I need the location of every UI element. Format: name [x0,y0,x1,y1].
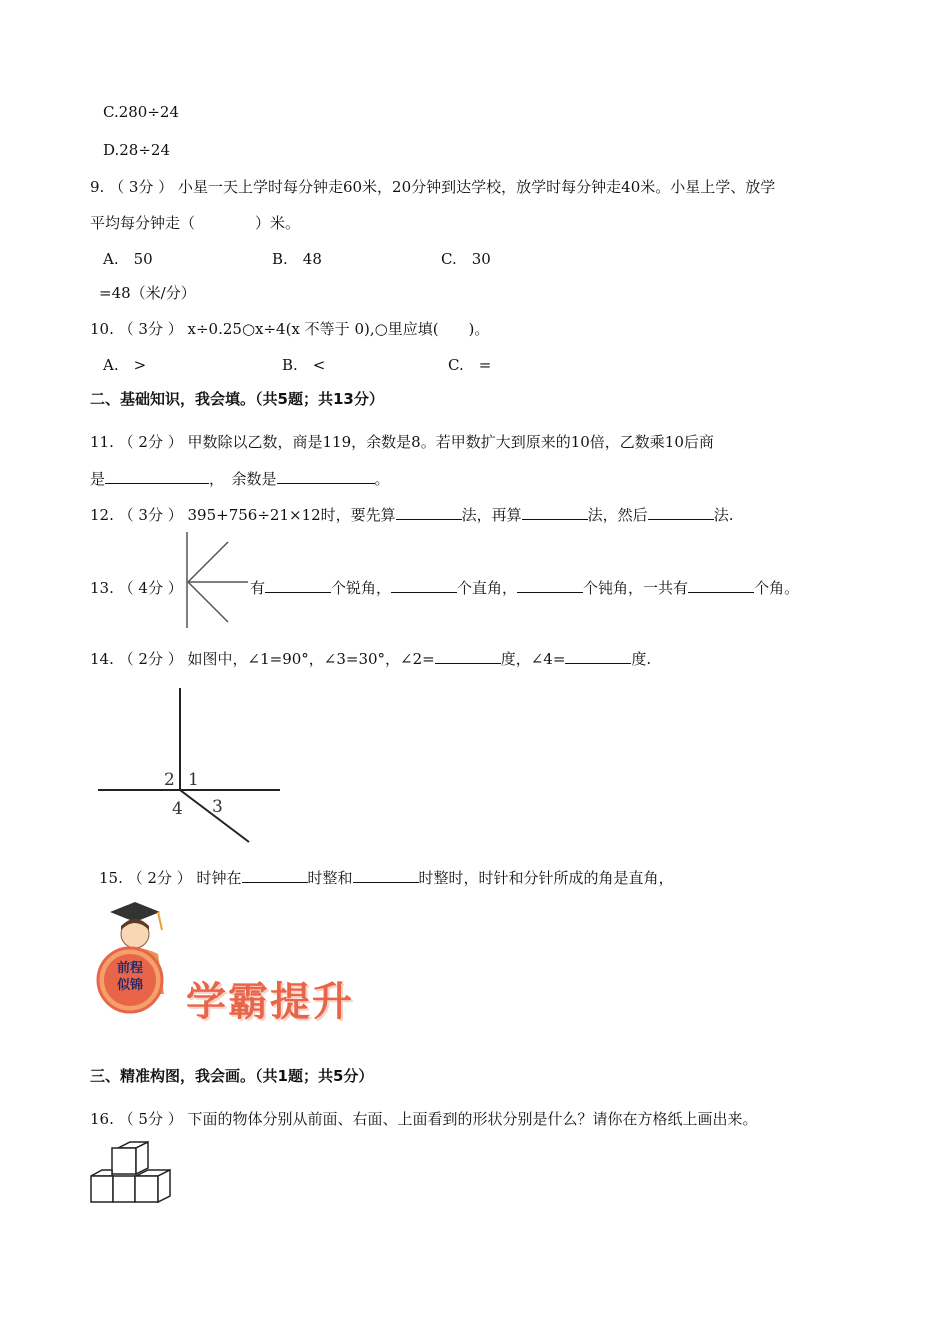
q14-angle-figure [96,688,286,848]
q11-line2 [90,468,390,489]
q14-label-angle-4: 4 [172,799,183,819]
q10-option-a: A. > [103,356,147,374]
q11-text-c: 。 [374,470,390,488]
q9-line2: 平均每分钟走（ ）米。 [90,214,301,232]
q12-text-1: 395+756÷21×12时，要先算 [187,506,396,524]
q13-text-4: 个钝角，一共有 [583,579,689,597]
section-2-title: 二、基础知识，我会填。（共5题；共13分） [90,390,384,408]
q12-line [90,504,733,525]
banner-title: 学霸提升 [186,979,354,1025]
q10-score: （ 3分 ） [118,320,183,338]
q16-line [90,1108,758,1129]
q12-blank-3[interactable] [648,505,714,520]
badge-line-2: 似锦 [116,978,143,993]
q11-number: 11. [90,433,114,451]
q13-number: 13. [90,579,114,597]
q9-number: 9. [90,178,105,196]
q13-blank-right[interactable] [391,578,457,593]
q11-text-b: ， 余数是 [209,470,277,488]
q14-text-3: 度. [631,650,652,668]
q16-score: （ 5分 ） [118,1110,183,1128]
q9-score: （ 3分 ） [109,178,174,196]
q15-blank-1[interactable] [242,868,308,883]
q12-number: 12. [90,506,114,524]
q14-blank-angle2[interactable] [435,649,501,664]
q10-option-c: C. = [448,356,492,374]
q11-blank-remainder[interactable] [277,469,375,484]
q12-score: （ 3分 ） [118,506,183,524]
q16-text: 下面的物体分别从前面、右面、上面看到的形状分别是什么？请你在方格纸上画出来。 [187,1110,758,1128]
q9-option-a: A. 50 [103,250,153,268]
q14-number: 14. [90,650,114,668]
q11-line1 [90,431,714,452]
q11-score: （ 2分 ） [118,433,183,451]
q9-answer: =48（米/分） [99,284,196,302]
q14-label-angle-3: 3 [212,797,223,817]
q14-blank-angle4[interactable] [565,649,631,664]
q10-line [90,318,489,339]
q15-text-1: 时钟在 [196,869,242,887]
q15-line [99,867,674,888]
q9-text: 小星一天上学时每分钟走60米，20分钟到达学校，放学时每分钟走40米。小星上学、放学 [177,178,776,196]
q12-text-2: 法，再算 [461,506,522,524]
q9-option-b: B. 48 [272,250,322,268]
q13-text-1: 有 [250,579,266,597]
q10-text: x÷0.25○x÷4(x 不等于 0),○里应填( )。 [187,320,490,338]
q13-blank-obtuse[interactable] [517,578,583,593]
q9-option-c: C. 30 [441,250,491,268]
q11-text: 甲数除以乙数，商是119，余数是8。若甲数扩大到原来的10倍，乙数乘10后商 [187,433,714,451]
q12-blank-2[interactable] [522,505,588,520]
q16-number: 16. [90,1110,114,1128]
q10-option-b: B. < [282,356,326,374]
banner-xueba-tisheng [90,898,410,1028]
q13-text-2: 个锐角， [331,579,392,597]
section-3-title: 三、精准构图，我会画。（共1题；共5分） [90,1067,374,1085]
q14-text-1: 如图中，∠1=90°，∠3=30°，∠2= [187,650,435,668]
q14-label-angle-1: 1 [188,770,199,790]
q13-line [250,577,799,598]
q8-option-c: C.280÷24 [103,103,179,121]
q15-number: 15. [99,869,123,887]
q13-blank-total[interactable] [688,578,754,593]
q15-text-3: 时整时，时针和分针所成的角是直角， [418,869,674,887]
q15-score: （ 2分 ） [127,869,192,887]
badge-line-1: 前程 [116,961,143,976]
q13-angle-figure [180,532,250,628]
q13-text-5: 个角。 [754,579,800,597]
q10-number: 10. [90,320,114,338]
q14-score: （ 2分 ） [118,650,183,668]
q8-option-d: D.28÷24 [103,141,171,159]
q13-blank-acute[interactable] [265,578,331,593]
q9-line1 [90,176,775,197]
q13-score: （ 4分 ） [118,579,183,597]
q13-prefix [90,577,183,598]
q14-label-angle-2: 2 [164,770,175,790]
q15-blank-2[interactable] [353,868,419,883]
q12-text-3: 法，然后 [587,506,648,524]
q16-cubes-figure [90,1140,172,1204]
q14-line [90,648,651,669]
q12-blank-1[interactable] [396,505,462,520]
q11-text-a: 是 [90,470,106,488]
q13-text-3: 个直角， [457,579,518,597]
badge-text [107,960,153,994]
q14-text-2: 度，∠4= [500,650,566,668]
q12-text-4: 法. [713,506,734,524]
q15-text-2: 时整和 [307,869,353,887]
q11-blank-quotient[interactable] [105,469,209,484]
